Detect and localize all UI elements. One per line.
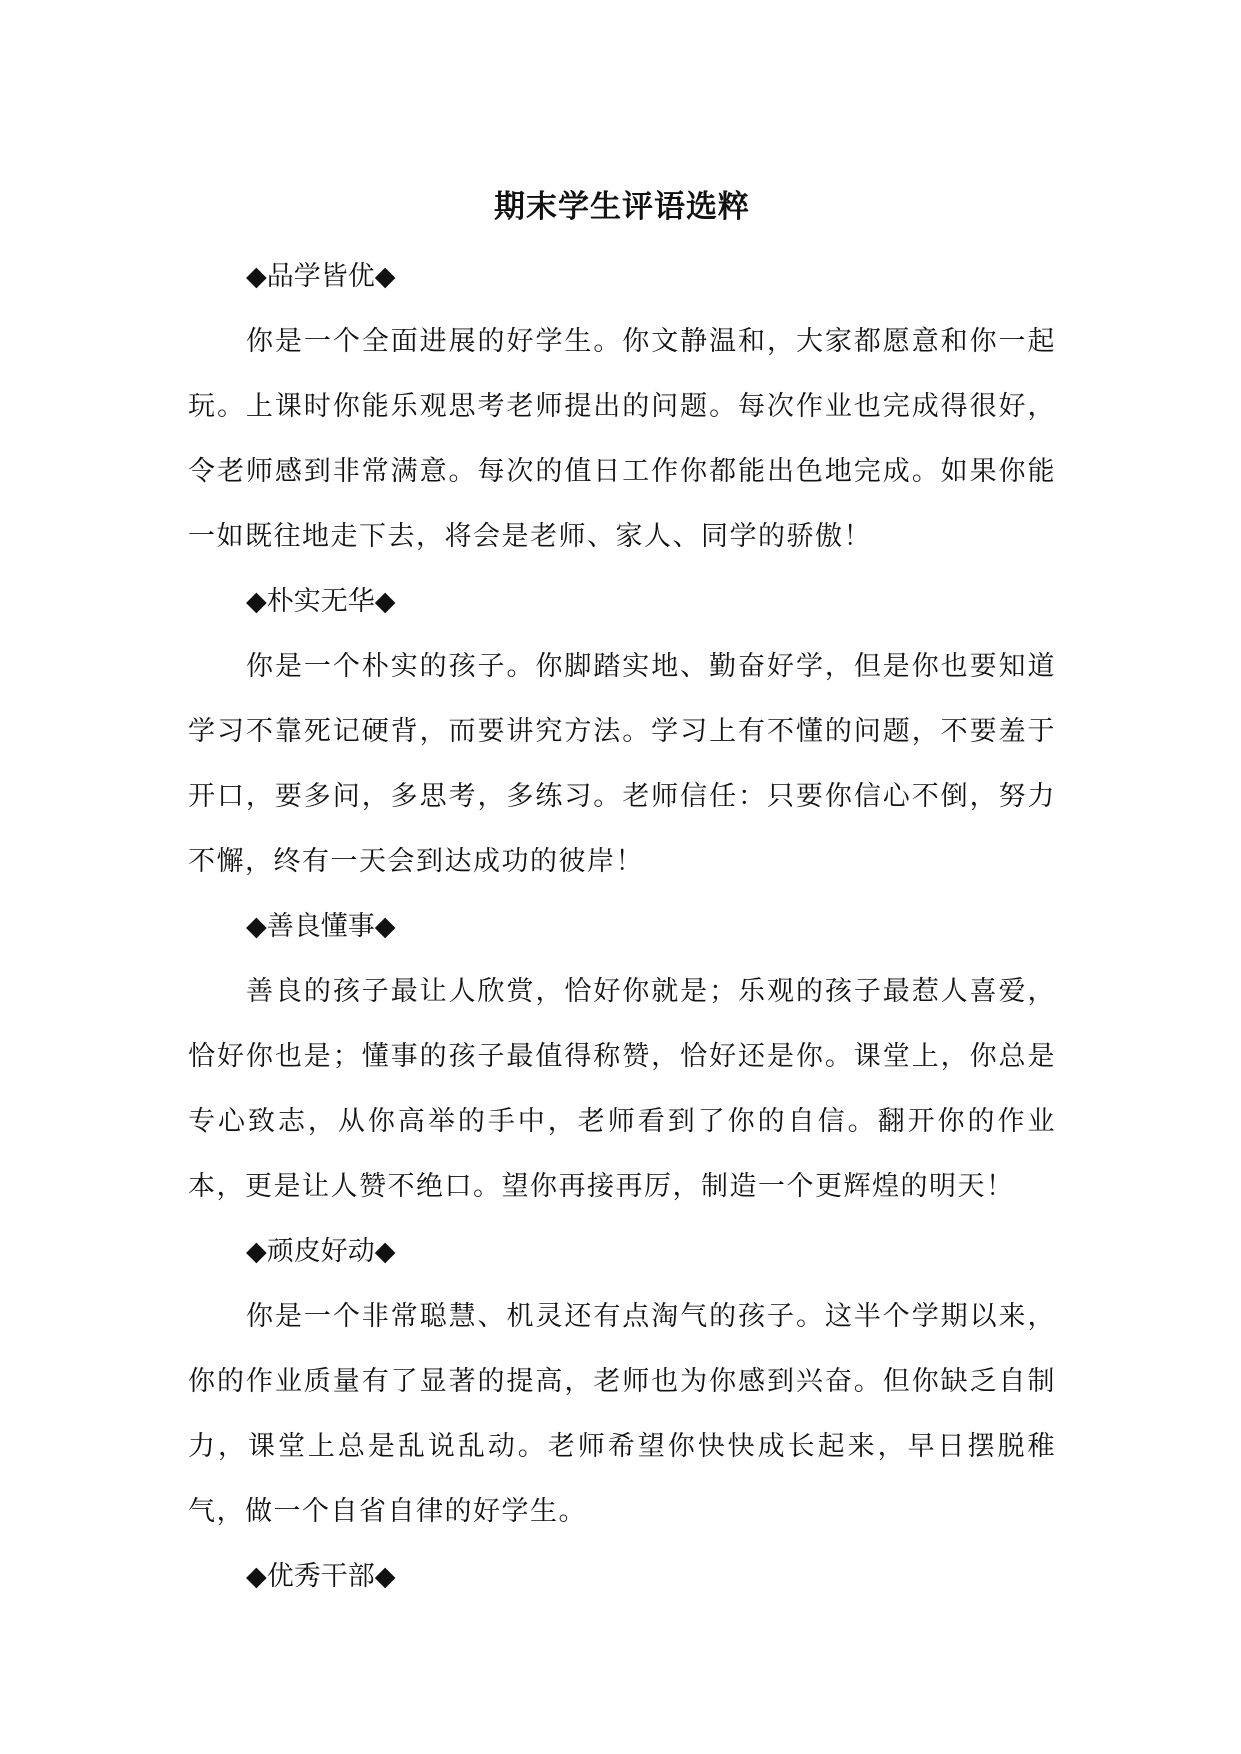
document-title: 期末学生评语选粹 [494, 189, 750, 225]
section-you-xiu-gan-bu [188, 1544, 1056, 1609]
section-pin-xue-jie-you [188, 244, 1056, 569]
section-heading: ◆顽皮好动◆ [246, 1236, 396, 1267]
section-wan-pi-hao-dong [188, 1219, 1056, 1544]
section-body: 善良的孩子最让人欣赏，恰好你就是；乐观的孩子最惹人喜爱，恰好你也是；懂事的孩子最值得称赞，恰好还是你。课堂上，你总是专心致志，从你高举的手中，老师看到了你的自信。翻开你的作业本，更是让人赞不绝口。望你再接再厉，制造一个更辉煌的明天！ [188, 976, 1056, 1202]
section-heading: ◆品学皆优◆ [246, 261, 396, 292]
section-heading: ◆善良懂事◆ [246, 911, 396, 942]
document-page [188, 182, 1056, 1609]
section-body: 你是一个全面进展的好学生。你文静温和，大家都愿意和你一起玩。上课时你能乐观思考老师提出的问题。每次作业也完成得很好，令老师感到非常满意。每次的值日工作你都能出色地完成。如果你能一如既往地走下去，将会是老师、家人、同学的骄傲！ [188, 326, 1056, 552]
section-heading: ◆优秀干部◆ [246, 1561, 396, 1592]
section-body: 你是一个非常聪慧、机灵还有点淘气的孩子。这半个学期以来，你的作业质量有了显著的提高，老师也为你感到兴奋。但你缺乏自制力，课堂上总是乱说乱动。老师希望你快快成长起来，早日摆脱稚气，做一个自省自律的好学生。 [188, 1301, 1056, 1527]
section-heading: ◆朴实无华◆ [246, 586, 396, 617]
section-pu-shi-wu-hua [188, 569, 1056, 894]
section-body: 你是一个朴实的孩子。你脚踏实地、勤奋好学，但是你也要知道学习不靠死记硬背，而要讲究方法。学习上有不懂的问题，不要羞于开口，要多问，多思考，多练习。老师信任：只要你信心不倒，努力不懈，终有一天会到达成功的彼岸！ [188, 651, 1056, 877]
section-shan-liang-dong-shi [188, 894, 1056, 1219]
